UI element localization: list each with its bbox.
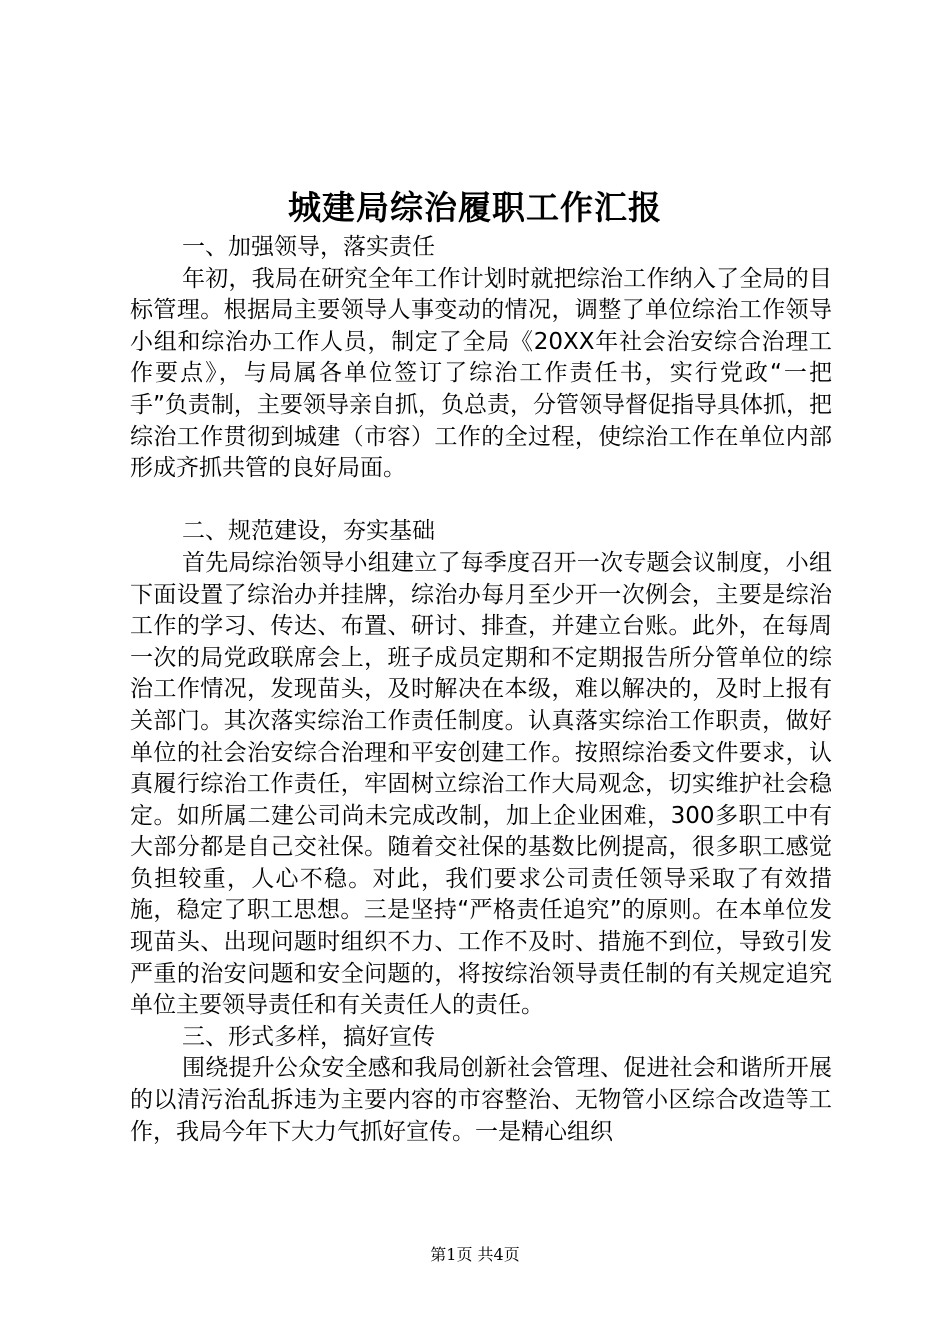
section-1-paragraph: 年初，我局在研究全年工作计划时就把综治工作纳入了全局的目标管理。根据局主要领导人事变动的情况，调整了单位综治工作领导小组和综治办工作人员，制定了全局《20XX年社会治安综合治理工作要点》，与局属各单位签订了综治工作责任书，实行党政“一把手”负责制，主要领导亲自抓，负总责，分管领导督促指导具体抓，把综治工作贯彻到城建（市容）工作的全过程，使综治工作在单位内部形成齐抓共管的良好局面。: [130, 265, 832, 482]
section-3-heading: 三、形式多样，搞好宣传: [182, 1023, 435, 1050]
document-title: 城建局综治履职工作汇报: [288, 188, 662, 227]
page-footer: 第1页 共4页: [430, 1245, 520, 1264]
section-2-paragraph: 首先局综治领导小组建立了每季度召开一次专题会议制度，小组下面设置了综治办并挂牌，综治办每月至少开一次例会，主要是综治工作的学习、传达、布置、研讨、排查，并建立台账。此外，在每周一次的局党政联席会上，班子成员定期和不定期报告所分管单位的综治工作情况，发现苗头，及时解决在本级，难以解决的，及时上报有关部门。其次落实综治工作责任制度。认真落实综治工作职责，做好单位的社会治安综合治理和平安创建工作。按照综治委文件要求，认真履行综治工作责任，牢固树立综治工作大局观念，切实维护社会稳定。如所属二建公司尚未完成改制，加上企业困难，300多职工中有大部分都是自己交社保。随着交社保的基数比例提高，很多职工感觉负担较重，人心不稳。对此，我们要求公司责任领导采取了有效措施，稳定了职工思想。三是坚持“严格责任追究”的原则。在本单位发现苗头、出现问题时组织不力、工作不及时、措施不到位，导致引发严重的治安问题和安全问题的，将按综治领导责任制的有关规定追究单位主要领导责任和有关责任人的责任。: [130, 549, 832, 1019]
section-spacer: [130, 485, 832, 517]
document-body: [130, 232, 832, 1148]
section-1-heading: 一、加强领导，落实责任: [182, 234, 435, 260]
section-2-heading: 二、规范建设，夯实基础: [182, 518, 435, 545]
section-3-paragraph: 围绕提升公众安全感和我局创新社会管理、促进社会和谐所开展的以清污治乱拆违为主要内容的市容整治、无物管小区综合改造等工作，我局今年下大力气抓好宣传。一是精心组织: [130, 1055, 832, 1145]
